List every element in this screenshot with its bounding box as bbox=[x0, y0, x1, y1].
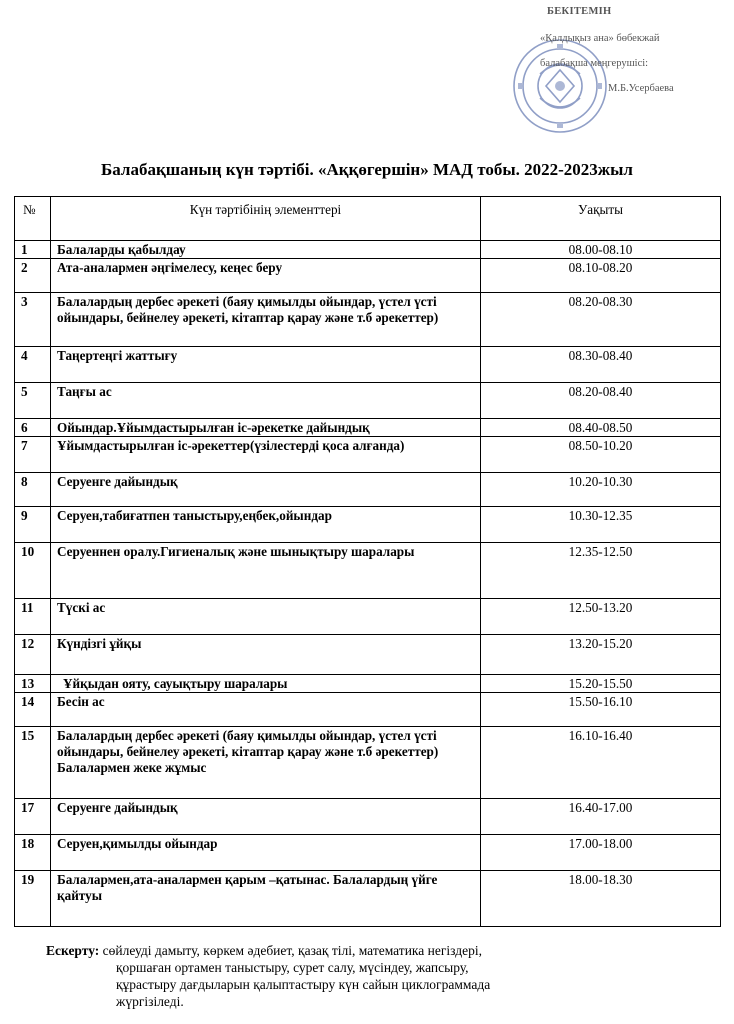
row-time: 10.30-12.35 bbox=[481, 507, 721, 543]
row-number: 12 bbox=[15, 635, 51, 675]
table-row bbox=[15, 241, 721, 259]
table-row bbox=[15, 419, 721, 437]
schedule-table bbox=[14, 196, 721, 927]
footnote-line: жүргізіледі. bbox=[116, 994, 184, 1009]
row-time: 08.50-10.20 bbox=[481, 437, 721, 473]
row-number: 13 bbox=[15, 675, 51, 693]
table-row bbox=[15, 259, 721, 293]
row-item: Серуен,табиғатпен таныстыру,еңбек,ойындар bbox=[51, 507, 481, 543]
row-item: Күндізгі ұйқы bbox=[51, 635, 481, 675]
row-number: 8 bbox=[15, 473, 51, 507]
footnote bbox=[46, 942, 666, 1010]
row-number: 4 bbox=[15, 347, 51, 383]
table-row bbox=[15, 693, 721, 727]
row-item: Ұйқыдан ояту, сауықтыру шаралары bbox=[51, 675, 481, 693]
row-item: Серуенге дайындық bbox=[51, 799, 481, 835]
table-row bbox=[15, 293, 721, 347]
row-time: 08.00-08.10 bbox=[481, 241, 721, 259]
approval-position: балабақша меңгерушісі: bbox=[540, 58, 649, 69]
row-number: 2 bbox=[15, 259, 51, 293]
row-time: 13.20-15.20 bbox=[481, 635, 721, 675]
stamp-seal-icon bbox=[510, 36, 610, 136]
table-row bbox=[15, 799, 721, 835]
row-item: Серуеннен оралу.Гигиеналық және шынықтыру шаралары bbox=[51, 543, 481, 599]
row-number: 18 bbox=[15, 835, 51, 871]
row-number: 11 bbox=[15, 599, 51, 635]
row-time: 12.35-12.50 bbox=[481, 543, 721, 599]
approval-signatory: М.Б.Усербаева bbox=[608, 83, 674, 94]
table-row bbox=[15, 871, 721, 927]
row-time: 18.00-18.30 bbox=[481, 871, 721, 927]
row-item: Балаларды қабылдау bbox=[51, 241, 481, 259]
row-item: Бесін ас bbox=[51, 693, 481, 727]
header-time: Уақыты bbox=[481, 197, 721, 241]
row-number: 14 bbox=[15, 693, 51, 727]
row-time: 15.20-15.50 bbox=[481, 675, 721, 693]
row-number: 17 bbox=[15, 799, 51, 835]
approval-title: БЕКІТЕМІН bbox=[547, 6, 612, 17]
row-time: 08.30-08.40 bbox=[481, 347, 721, 383]
table-row bbox=[15, 599, 721, 635]
row-number: 15 bbox=[15, 727, 51, 799]
header-number: № bbox=[15, 197, 51, 241]
row-time: 08.10-08.20 bbox=[481, 259, 721, 293]
footnote-label: Ескерту: bbox=[46, 943, 100, 958]
document-title: Балабақшаның күн тәртібі. «Аққөгершін» МАД тобы. 2022-2023жыл bbox=[101, 160, 633, 179]
row-time: 15.50-16.10 bbox=[481, 693, 721, 727]
table-row bbox=[15, 543, 721, 599]
row-number: 5 bbox=[15, 383, 51, 419]
footnote-line: қоршаған ортамен таныстыру, сурет салу, мүсіндеу, жапсыру, bbox=[116, 960, 469, 975]
row-time: 12.50-13.20 bbox=[481, 599, 721, 635]
row-item: Серуен,қимылды ойындар bbox=[51, 835, 481, 871]
row-number: 7 bbox=[15, 437, 51, 473]
row-time: 16.40-17.00 bbox=[481, 799, 721, 835]
approval-block bbox=[505, 6, 730, 141]
row-time: 16.10-16.40 bbox=[481, 727, 721, 799]
row-item: Серуенге дайындық bbox=[51, 473, 481, 507]
row-number: 9 bbox=[15, 507, 51, 543]
row-item: Түскі ас bbox=[51, 599, 481, 635]
table-row bbox=[15, 835, 721, 871]
row-number: 1 bbox=[15, 241, 51, 259]
row-item: Ойындар.Ұйымдастырылған іс-әрекетке дайындық bbox=[51, 419, 481, 437]
table-row bbox=[15, 727, 721, 799]
footnote-line: сөйлеуді дамыту, көркем әдебиет, қазақ тілі, математика негіздері, bbox=[102, 943, 482, 958]
table-header-row bbox=[15, 197, 721, 241]
row-item: Балалардың дербес әрекеті (баяу қимылды ойындар, үстел үсті ойындары, бейнелеу әрекеті, кітаптар қарау және т.б әрекеттер) bbox=[51, 293, 481, 347]
footnote-line: құрастыру дағдыларын қалыптастыру күн сайын циклограммада bbox=[116, 977, 491, 992]
table-row bbox=[15, 473, 721, 507]
row-time: 08.20-08.40 bbox=[481, 383, 721, 419]
row-time: 10.20-10.30 bbox=[481, 473, 721, 507]
header-elements: Күн тәртібінің элементтері bbox=[51, 197, 481, 241]
approval-organization: «Қалдықыз ана» бөбекжай bbox=[540, 33, 660, 44]
table-row bbox=[15, 347, 721, 383]
row-number: 3 bbox=[15, 293, 51, 347]
row-number: 19 bbox=[15, 871, 51, 927]
row-item: Таңғы ас bbox=[51, 383, 481, 419]
table-row bbox=[15, 383, 721, 419]
table-row bbox=[15, 675, 721, 693]
table-row bbox=[15, 507, 721, 543]
table-row bbox=[15, 437, 721, 473]
row-item: Ұйымдастырылған іс-әрекеттер(үзілестерді қоса алғанда) bbox=[51, 437, 481, 473]
row-time: 17.00-18.00 bbox=[481, 835, 721, 871]
table-row bbox=[15, 635, 721, 675]
row-item: Ата-аналармен әңгімелесу, кеңес беру bbox=[51, 259, 481, 293]
row-item: Балалардың дербес әрекеті (баяу қимылды ойындар, үстел үсті ойындары, бейнелеу әрекеті, кітаптар қарау және т.б әрекеттер) Балалармен жеке жұмыс bbox=[51, 727, 481, 799]
row-time: 08.20-08.30 bbox=[481, 293, 721, 347]
row-number: 6 bbox=[15, 419, 51, 437]
row-item: Балалармен,ата-аналармен қарым –қатынас. Балалардың үйге қайтуы bbox=[51, 871, 481, 927]
row-number: 10 bbox=[15, 543, 51, 599]
row-time: 08.40-08.50 bbox=[481, 419, 721, 437]
row-item: Таңертеңгі жаттығу bbox=[51, 347, 481, 383]
